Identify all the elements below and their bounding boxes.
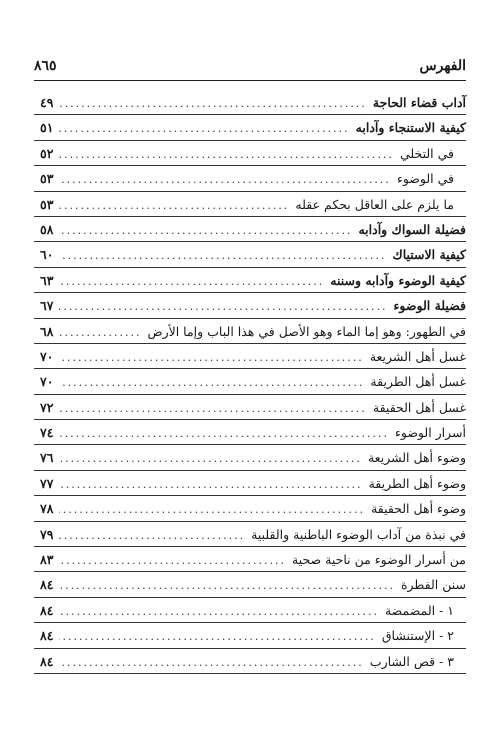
- toc-entry-page: ٦٣: [40, 272, 54, 288]
- toc-entry: [34, 522, 466, 547]
- toc-entry: [34, 420, 466, 445]
- toc-entry-label: غسل أهل الطريقة: [370, 374, 466, 390]
- toc-entry: [34, 471, 466, 496]
- dot-leader: [59, 605, 379, 618]
- toc-entry-page: ٨٤: [40, 628, 54, 644]
- toc-entry: [34, 141, 466, 166]
- toc-entry: [34, 623, 466, 648]
- toc-entry-page: ٧٦: [40, 450, 54, 466]
- page-title: الفهرس: [419, 58, 466, 74]
- dot-leader: [59, 427, 389, 440]
- toc-entry: [34, 344, 466, 369]
- toc-entry-page: ٦٠: [40, 247, 54, 263]
- dot-leader: [59, 249, 386, 262]
- toc-entry-page: ٧٠: [40, 374, 54, 390]
- dot-leader: [59, 97, 366, 110]
- toc-entry-label: من أسرار الوضوء من ناحية صحية: [292, 552, 466, 568]
- dot-leader: [59, 529, 245, 542]
- toc-entry: [34, 649, 466, 674]
- dot-leader: [59, 554, 286, 567]
- toc-entry: [34, 445, 466, 470]
- toc-entry-page: ٨٣: [40, 552, 54, 568]
- toc-entry: [34, 115, 466, 140]
- dot-leader: [59, 402, 366, 415]
- toc-entry-label: في نبذة من آداب الوضوء الباطنية والقلبية: [251, 526, 466, 542]
- toc-entry-page: ٨٤: [40, 653, 54, 669]
- dot-leader: [59, 579, 395, 592]
- toc-entry-page: ٧٧: [40, 475, 54, 491]
- toc-entry-page: ٦٨: [40, 323, 54, 339]
- toc-entry-label: كيفية الوضوء وآدابه وسننه: [330, 272, 466, 288]
- toc-entry-label: فضيلة السواك وآدابه: [358, 221, 466, 237]
- toc-entry-label: ٢ - الإستنشاق: [381, 628, 454, 644]
- toc-entry-page: ٥٣: [40, 171, 54, 187]
- toc-entry-page: ٧٤: [40, 425, 54, 441]
- toc-entry-page: ٧٢: [40, 399, 54, 415]
- toc-entry: [34, 598, 466, 623]
- toc-entry-label: غسل أهل الحقيقة: [372, 399, 466, 415]
- dot-leader: [59, 478, 362, 491]
- dot-leader: [59, 452, 362, 465]
- toc-entry-page: ٧٩: [40, 526, 54, 542]
- toc-entry: [34, 242, 466, 267]
- toc-entry-label: غسل أهل الشريعة: [369, 348, 466, 364]
- toc-entry: [34, 268, 466, 293]
- toc-entry-page: ٥٣: [40, 196, 54, 212]
- toc-entry-label: سنن الفطرة: [400, 577, 466, 593]
- dot-leader: [59, 656, 363, 669]
- dot-leader: [59, 326, 141, 339]
- toc-entry-page: ٥١: [40, 120, 54, 136]
- toc-entry-label: في الوضوء: [396, 171, 454, 187]
- toc-entry-page: ٨٤: [40, 577, 54, 593]
- toc-entry: [34, 166, 466, 191]
- toc-entry: [34, 217, 466, 242]
- page-number: ٨٦٥: [34, 58, 57, 74]
- dot-leader: [59, 630, 375, 643]
- page-header: [34, 40, 466, 81]
- toc-entry-label: في التخلي: [399, 145, 454, 161]
- toc-entry-label: وضوء أهل الطريقة: [368, 475, 466, 491]
- dot-leader: [59, 199, 289, 212]
- toc-entry-page: ٧٨: [40, 501, 54, 517]
- toc-entry-page: ٥٨: [40, 221, 54, 237]
- toc-entry: [34, 547, 466, 572]
- toc-entry: [34, 369, 466, 394]
- toc-entry-page: ٦٧: [40, 298, 54, 314]
- toc-entry-page: ٥٢: [40, 145, 54, 161]
- toc-entry-label: ٣ - قص الشارب: [369, 653, 454, 669]
- toc-entry: [34, 572, 466, 597]
- toc-entry-page: ٨٤: [40, 602, 54, 618]
- toc-entry-label: أسرار الوضوء: [394, 425, 466, 441]
- toc-entry-label: وضوء أهل الحقيقة: [371, 501, 466, 517]
- toc-entry-label: وضوء أهل الشريعة: [367, 450, 466, 466]
- dot-leader: [59, 173, 391, 186]
- dot-leader: [59, 503, 365, 516]
- toc-entry: [34, 319, 466, 344]
- dot-leader: [59, 351, 363, 364]
- toc-entry-label: ما يلزم على العاقل بحكم عقله: [295, 196, 454, 212]
- toc-entry-page: ٤٩: [40, 95, 54, 110]
- dot-leader: [59, 122, 349, 135]
- toc-entry-label: فضيلة الوضوء: [393, 298, 466, 314]
- toc-entry: [34, 496, 466, 521]
- toc-entry-label: كيفية الاستنجاء وآدابه: [355, 120, 466, 136]
- dot-leader: [59, 148, 394, 161]
- toc-entry: [34, 192, 466, 217]
- toc-list: [34, 90, 466, 674]
- toc-entry: [34, 90, 466, 115]
- toc-entry-label: ١ - المضمضة: [384, 602, 454, 618]
- toc-entry-label: كيفية الاستياك: [392, 247, 466, 263]
- dot-leader: [59, 300, 387, 313]
- toc-entry-page: ٧٠: [40, 348, 54, 364]
- dot-leader: [59, 376, 364, 389]
- toc-entry-label: آداب قضاء الحاجة: [372, 95, 466, 110]
- dot-leader: [59, 224, 352, 237]
- toc-entry: [34, 395, 466, 420]
- toc-entry: [34, 293, 466, 318]
- dot-leader: [59, 275, 324, 288]
- toc-entry-label: في الطهور: وهو إما الماء وهو الأصل في هذا الباب وإما الأرض: [147, 323, 466, 339]
